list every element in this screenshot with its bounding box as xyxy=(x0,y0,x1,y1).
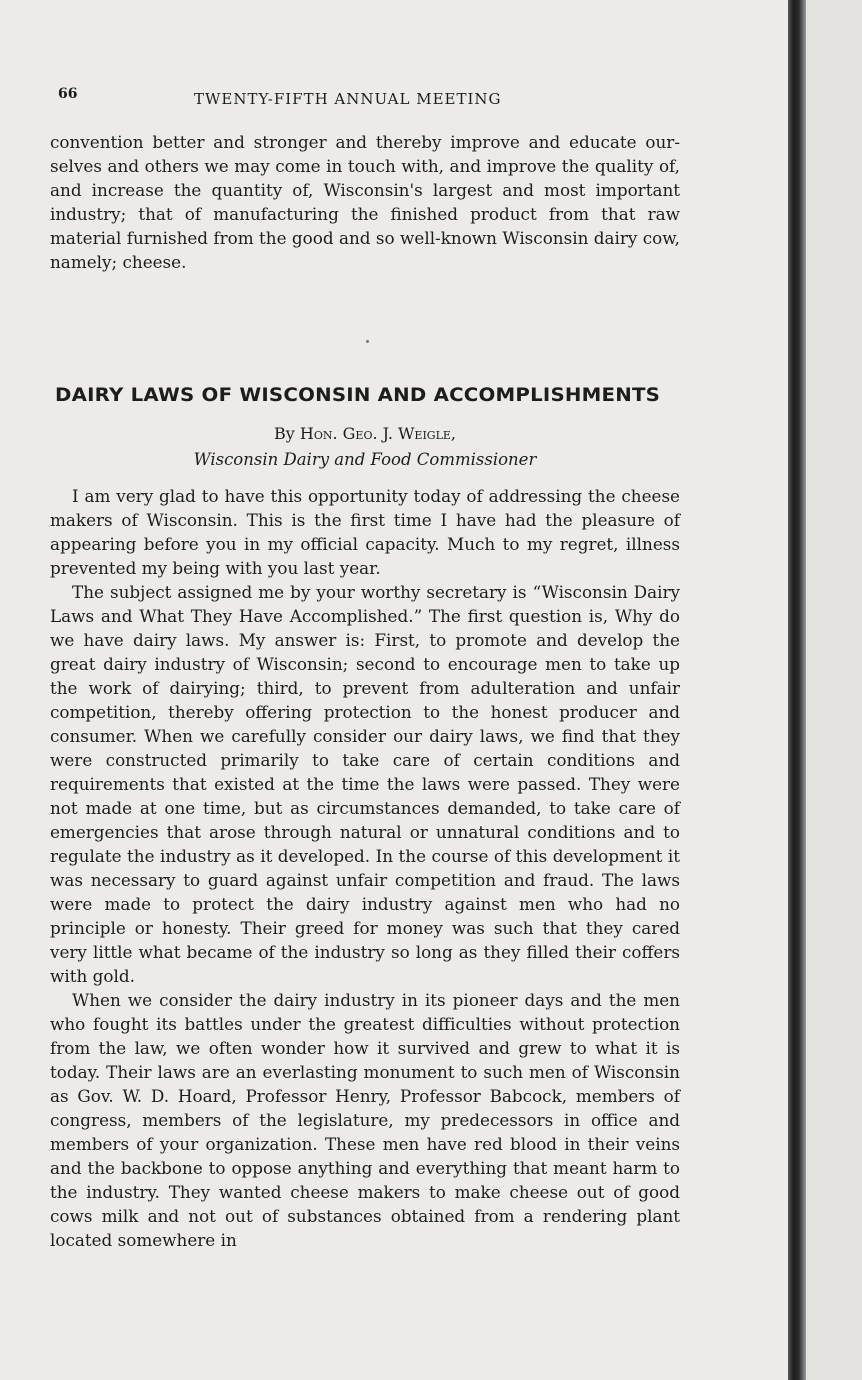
intro-paragraph: convention better and stronger and thereby improve and educate ourselves and others we may come in touch with, and improve the quality of, and increase the quantity of, Wisconsin's largest and most important industry; that of manufacturing the finished product from that raw material furnished from the good and so well-known Wisconsin dairy cow, namely; cheese. xyxy=(50,132,680,272)
body-paragraph: The subject assigned me by your worthy secretary is “Wisconsin Dairy Laws and What They Have Accomplished.” The first question is, Why do we have dairy laws. My answer is: First, to promote and develop the great dairy industry of Wisconsin; second to encourage men to take up the work of dairying; third, to prevent from adulteration and unfair competition, thereby offering protection to the honest producer and consumer. When we carefully consider our dairy laws, we find that they were constructed primarily to take care of certain conditions and requirements that existed at the time the laws were passed. They were not made at one time, but as circumstances demanded, to take care of emergencies that arose through natural or unnatural conditions and to regulate the industry as it developed. In the course of this development it was necessary to guard against unfair competition and fraud. The laws were made to protect the dairy industry against men who had no principle or honesty. Their greed for money was such that they cared very little what became of the industry so long as they filled their coffers with gold. xyxy=(50,582,680,986)
body-paragraph: I am very glad to have this opportunity today of addressing the cheese makers of Wisconsin. This is the first time I have had the pleasure of appearing before you in my official capacity. Much to my regret, illness prevented my being with you last year. xyxy=(50,486,680,578)
page-number: 66 xyxy=(58,86,78,102)
byline xyxy=(50,424,680,443)
byline-prefix: By xyxy=(273,424,295,443)
article-title: DAIRY LAWS OF WISCONSIN AND ACCOMPLISHMENTS xyxy=(55,384,661,406)
scan-speck xyxy=(366,340,369,343)
article-body xyxy=(50,484,680,1252)
facing-page-edge xyxy=(806,0,862,1380)
book-binding-shadow xyxy=(788,0,806,1380)
author-affiliation: Wisconsin Dairy and Food Commissioner xyxy=(193,450,537,469)
page-header xyxy=(58,86,658,110)
author-name: Hon. Geo. J. Weigle, xyxy=(299,424,457,443)
running-title: TWENTY-FIFTH ANNUAL MEETING xyxy=(194,90,502,108)
body-paragraph: When we consider the dairy industry in its pioneer days and the men who fought its battles under the greatest difficulties without protection from the law, we often wonder how it survived and grew to what it is today. Their laws are an everlasting monument to such men of Wisconsin as Gov. W. D. Hoard, Professor Henry, Professor Babcock, members of congress, members of the legislature, my predecessors in office and members of your organization. These men have red blood in their veins and the backbone to oppose anything and everything that meant harm to the industry. They wanted cheese makers to make cheese out of good cows milk and not out of substances obtained from a rendering plant located somewhere in xyxy=(50,990,680,1250)
intro-text xyxy=(50,130,680,274)
